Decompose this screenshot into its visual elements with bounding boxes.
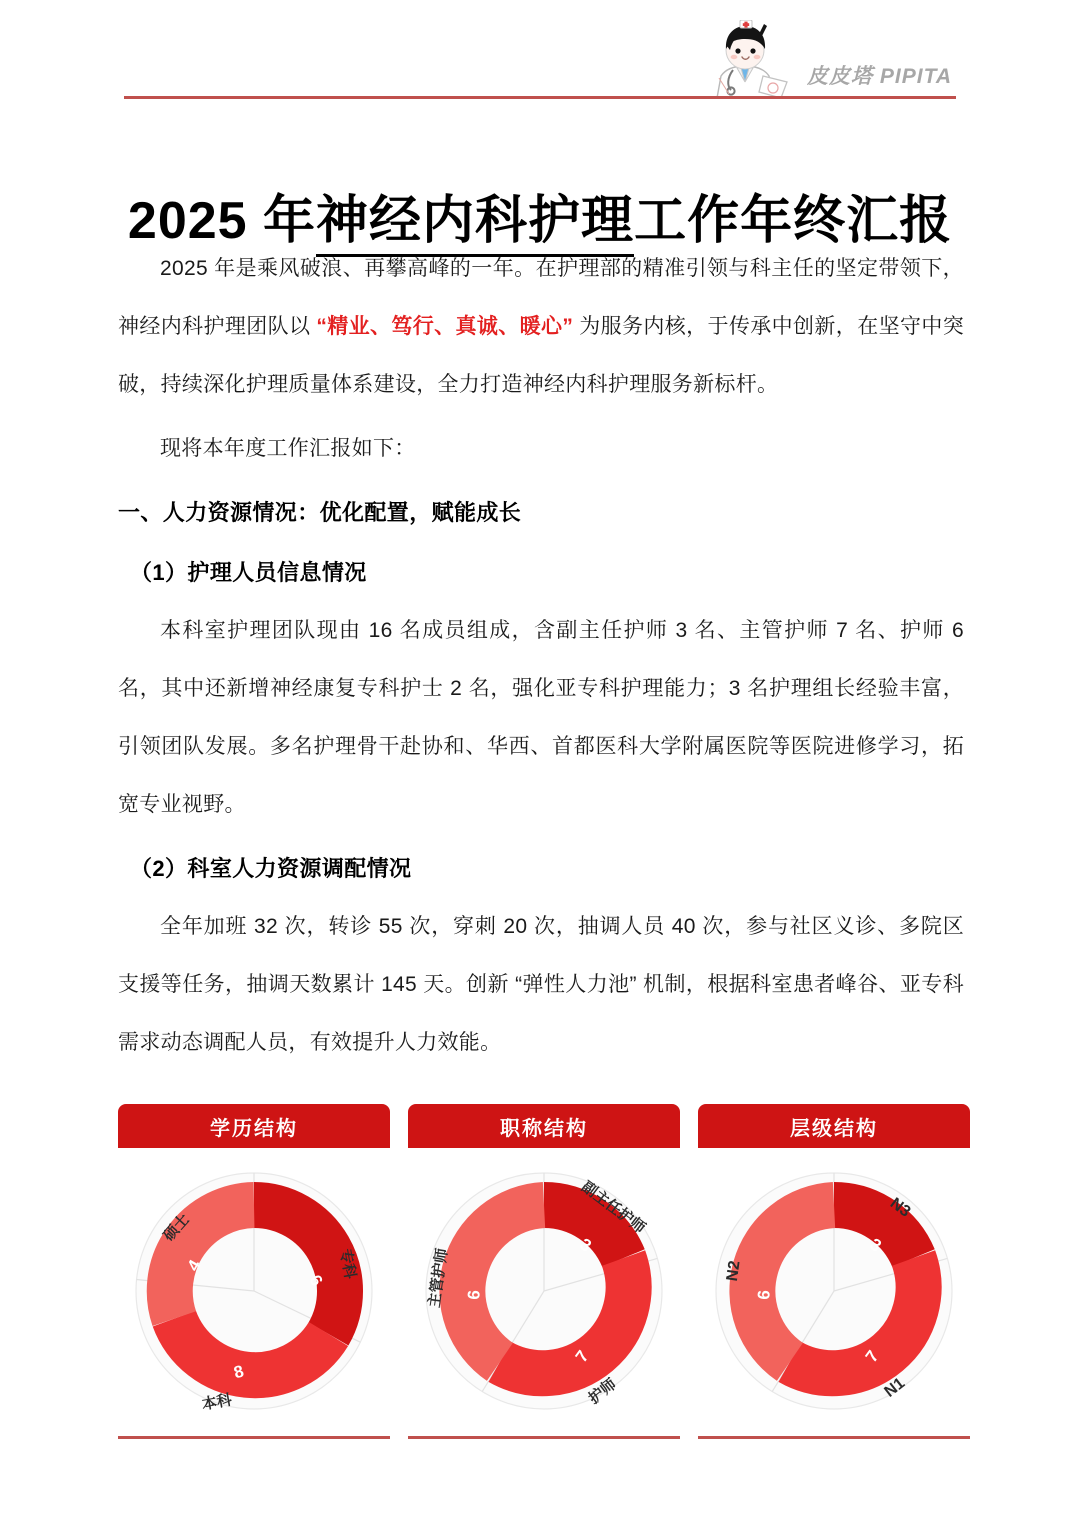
brand-name-label: 皮皮塔 PIPITA: [807, 65, 952, 88]
paragraph-1-2: 全年加班 32 次，转诊 55 次，穿刺 20 次，抽调人员 40 次，参与社区义诊、多院区支援等任务，抽调天数累计 145 天。创新 “弹性人力池” 机制，根据科室患者峰谷、亚专科需求动态调配人员，有效提升人力效能。: [118, 915, 964, 1054]
ring-label-n1: N1: [881, 1374, 909, 1401]
doctor-mascot-icon: [697, 20, 793, 98]
intro-paragraph: [118, 240, 964, 414]
donut-chart-level: [709, 1166, 959, 1416]
charts-row: [118, 1104, 970, 1439]
subsection-heading-1-2: （2）科室人力资源调配情况: [130, 856, 412, 881]
document-body: [118, 240, 964, 1078]
value-label-benke: 8: [231, 1361, 246, 1383]
ring-label-zhuguan: 主管护师: [425, 1247, 452, 1309]
value-label-n3: 3: [866, 1234, 885, 1256]
donut-chart-title: [419, 1166, 669, 1416]
brand-logo: [697, 20, 952, 98]
chart-divider-education: [118, 1436, 390, 1439]
chart-divider-level: [698, 1436, 970, 1439]
section-heading-1: 一、人力资源情况：优化配置，赋能成长: [118, 500, 522, 525]
ring-label-n3: N3: [886, 1194, 914, 1221]
value-label-zhuguan: 6: [464, 1289, 484, 1301]
chart-title-title: 职称结构: [408, 1104, 680, 1148]
chart-card-level: [698, 1104, 970, 1439]
ring-label-hushi: 护师: [585, 1375, 620, 1408]
subsection-heading-1-1: （1）护理人员信息情况: [130, 560, 367, 585]
chart-divider-title: [408, 1436, 680, 1439]
paragraph-1-1: 本科室护理团队现由 16 名成员组成，含副主任护师 3 名、主管护师 7 名、护师 6 名，其中还新增神经康复专科护士 2 名，强化亚专科护理能力；3 名护理组长经验丰富，引领团队发展。多名护理骨干赴协和、华西、首都医科大学附属医院等医院进修学习，拓宽专业视野。: [118, 619, 964, 816]
value-label-shuoshi: 4: [183, 1256, 205, 1275]
chart-title-education: 学历结构: [118, 1104, 390, 1148]
lead-in-paragraph: 现将本年度工作汇报如下：: [160, 437, 416, 460]
ring-label-n2: N2: [723, 1259, 744, 1283]
donut-chart-education: [129, 1166, 379, 1416]
intro-highlight-phrase: “精业、笃行、真诚、暖心”: [316, 315, 574, 338]
title-underlined-part: 神经内科护理: [316, 192, 634, 257]
ring-label-zhuanke: 专科: [336, 1247, 359, 1281]
intro-part-2: 为服务内核，于传承中创新，在坚守中突破，持续深化护理质量体系建设，全力打造神经内科护理服务新标杆。: [118, 315, 964, 396]
intro-part-1: 2025 年是乘风破浪、再攀高峰的一年。在护理部的精准引领与科主任的坚定带领下，神经内科护理团队以: [118, 257, 964, 338]
value-label-hushi: 7: [571, 1346, 593, 1366]
donut-svg-level: [709, 1166, 959, 1416]
ring-label-benke: 本科: [200, 1391, 234, 1414]
value-label-fuzhuren: 3: [576, 1234, 595, 1256]
title-prefix: 2025 年: [127, 191, 317, 250]
title-suffix: 工作年终汇报: [634, 191, 953, 250]
ring-label-fuzhuren: 副主任护师: [578, 1178, 649, 1237]
donut-svg-education: [129, 1166, 379, 1416]
page-header: [0, 0, 1080, 100]
header-divider: [124, 96, 956, 99]
chart-card-education: [118, 1104, 390, 1439]
ring-label-shuoshi: 硕士: [160, 1210, 193, 1245]
donut-svg-title: [419, 1166, 669, 1416]
chart-title-level: 层级结构: [698, 1104, 970, 1148]
chart-card-title: [408, 1104, 680, 1439]
value-label-zhuanke: 6: [305, 1271, 327, 1290]
value-label-n2: 6: [754, 1289, 774, 1301]
value-label-n1: 7: [861, 1346, 883, 1366]
